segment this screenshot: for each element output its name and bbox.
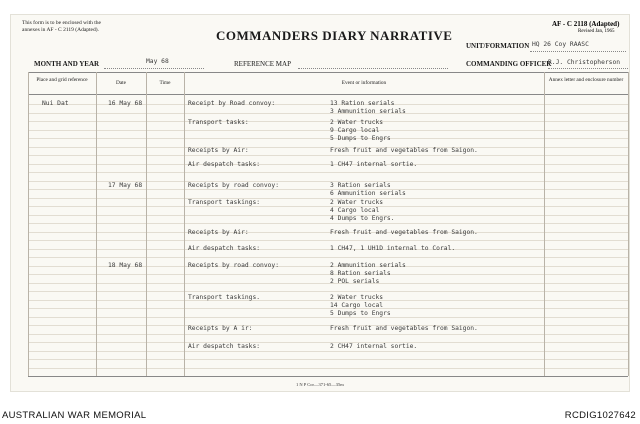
- ruled-line: [28, 232, 628, 233]
- entry-detail: 2 Water trucks: [330, 199, 384, 206]
- ruled-line: [28, 342, 628, 343]
- form-revision: Revised Jan, 1965: [578, 29, 615, 34]
- co-underline: [548, 68, 628, 69]
- column-divider: [146, 72, 147, 376]
- entry-detail: Fresh fruit and vegetables from Saigon.: [330, 229, 478, 236]
- entry-detail: Fresh fruit and vegetables from Saigon.: [330, 325, 478, 332]
- place-value: Nui Dat: [42, 100, 69, 107]
- ruled-line: [28, 147, 628, 148]
- ruled-line: [28, 198, 628, 199]
- entry-detail: 5 Dumps to Engrs: [330, 310, 391, 318]
- ruled-line: [28, 189, 628, 190]
- entry-detail: 6 Ammunition serials: [330, 190, 406, 198]
- commanding-officer-label: COMMANDING OFFICER: [466, 60, 552, 68]
- entry-detail: 4 Cargo local: [330, 207, 380, 215]
- table-bottom-rule: [28, 376, 628, 377]
- commanding-officer-value: R.J. Christopherson: [548, 59, 621, 66]
- entry-detail: 8 Ration serials: [330, 270, 391, 278]
- ruled-line: [28, 351, 628, 352]
- reference-map-label: REFERENCE MAP: [234, 60, 291, 68]
- table-top-rule: [28, 72, 628, 73]
- credit-left: AUSTRALIAN WAR MEMORIAL: [2, 410, 147, 421]
- ruled-line: [28, 274, 628, 275]
- form-code: AF - C 2118 (Adapted): [552, 20, 620, 28]
- ruled-line: [28, 121, 628, 122]
- entry-subject: Air despatch tasks:: [188, 343, 261, 350]
- entry-detail: 13 Ration serials: [330, 100, 395, 107]
- ruled-line: [28, 223, 628, 224]
- entry-detail: 2 Ammunition serials: [330, 262, 406, 269]
- table-header-rule: [28, 94, 628, 95]
- column-divider: [544, 72, 545, 376]
- entry-detail: 4 Dumps to Engrs.: [330, 215, 395, 223]
- diary-sheet: [10, 14, 630, 392]
- entry-subject: Receipts by Air:: [188, 229, 249, 236]
- entry-subject: Air despatch tasks:: [188, 161, 261, 168]
- ruled-line: [28, 291, 628, 292]
- entry-detail: 2 Water trucks: [330, 294, 384, 301]
- ruled-line: [28, 155, 628, 156]
- entry-subject: Receipts by A ir:: [188, 325, 253, 332]
- entry-subject: Transport taskings.: [188, 294, 261, 301]
- unit-underline: [530, 51, 626, 52]
- entry-detail: 2 Water trucks: [330, 119, 384, 126]
- entry-subject: Transport taskings:: [188, 199, 261, 206]
- column-divider: [96, 72, 97, 376]
- ruled-line: [28, 172, 628, 173]
- ruled-line: [28, 308, 628, 309]
- column-header-annex: Annex letter and enclosure number: [548, 77, 624, 83]
- entry-detail: 2 POL serials: [330, 278, 380, 286]
- entry-detail: Fresh fruit and vegetables from Saigon.: [330, 147, 478, 154]
- entry-date: 18 May 68: [108, 262, 143, 269]
- ruled-line: [28, 283, 628, 284]
- ruled-line: [28, 368, 628, 369]
- ruled-line: [28, 206, 628, 207]
- entry-detail: 1 CH47, 1 UH1D internal to Coral.: [330, 245, 456, 252]
- entry-subject: Receipts by Air:: [188, 147, 249, 154]
- page-title: COMMANDERS DIARY NARRATIVE: [216, 28, 453, 43]
- column-divider: [184, 72, 185, 376]
- column-divider: [628, 72, 629, 376]
- column-header-place: Place and grid reference: [36, 77, 88, 83]
- map-underline: [298, 68, 448, 69]
- entry-date: 16 May 68: [108, 100, 143, 107]
- month-underline: [104, 68, 204, 69]
- column-header-date: Date: [116, 80, 126, 86]
- ruled-line: [28, 317, 628, 318]
- entry-detail: 3 Ammunition serials: [330, 108, 406, 116]
- ruled-line: [28, 138, 628, 139]
- column-header-event: Event or information: [341, 80, 387, 86]
- enclosure-note-line2: annexes in AF - C 2119 (Adapted).: [22, 26, 99, 33]
- unit-label: UNIT/FORMATION: [466, 42, 530, 50]
- ruled-line: [28, 257, 628, 258]
- ruled-line: [28, 130, 628, 131]
- ruled-line: [28, 359, 628, 360]
- credit-right: RCDIG1027642: [564, 410, 636, 421]
- entry-date: 17 May 68: [108, 182, 143, 189]
- entry-detail: 3 Ration serials: [330, 182, 391, 189]
- ruled-line: [28, 249, 628, 250]
- ruled-line: [28, 334, 628, 335]
- column-header-time: Time: [159, 80, 171, 86]
- month-year-value: May 68: [146, 58, 169, 65]
- ruled-line: [28, 215, 628, 216]
- column-divider: [28, 72, 29, 376]
- ruled-line: [28, 300, 628, 301]
- entry-detail: 1 CH47 internal sortie.: [330, 161, 418, 168]
- entry-detail: 9 Cargo local: [330, 127, 380, 135]
- ruled-line: [28, 113, 628, 114]
- entry-subject: Air despatch tasks:: [188, 245, 261, 252]
- entry-subject: Receipts by road convoy:: [188, 182, 279, 189]
- month-year-label: MONTH AND YEAR: [34, 60, 100, 68]
- ruled-line: [28, 240, 628, 241]
- enclosure-note: [22, 20, 101, 33]
- entry-detail: 5 Dumps to Engrs: [330, 135, 391, 143]
- entry-detail: 2 CH47 internal sortie.: [330, 343, 418, 350]
- ruled-line: [28, 164, 628, 165]
- entry-subject: Transport tasks:: [188, 119, 249, 126]
- printer-imprint: 1 N P Cor—371-65—35m: [296, 382, 344, 387]
- entry-subject: Receipts by road convoy:: [188, 262, 279, 269]
- enclosure-note-line1: This form is to be enclosed with the: [22, 20, 101, 26]
- unit-value: HQ 26 Coy RAASC: [532, 41, 589, 48]
- entry-detail: 14 Cargo local: [330, 302, 384, 310]
- entry-subject: Receipt by Road convoy:: [188, 100, 276, 107]
- ruled-line: [28, 325, 628, 326]
